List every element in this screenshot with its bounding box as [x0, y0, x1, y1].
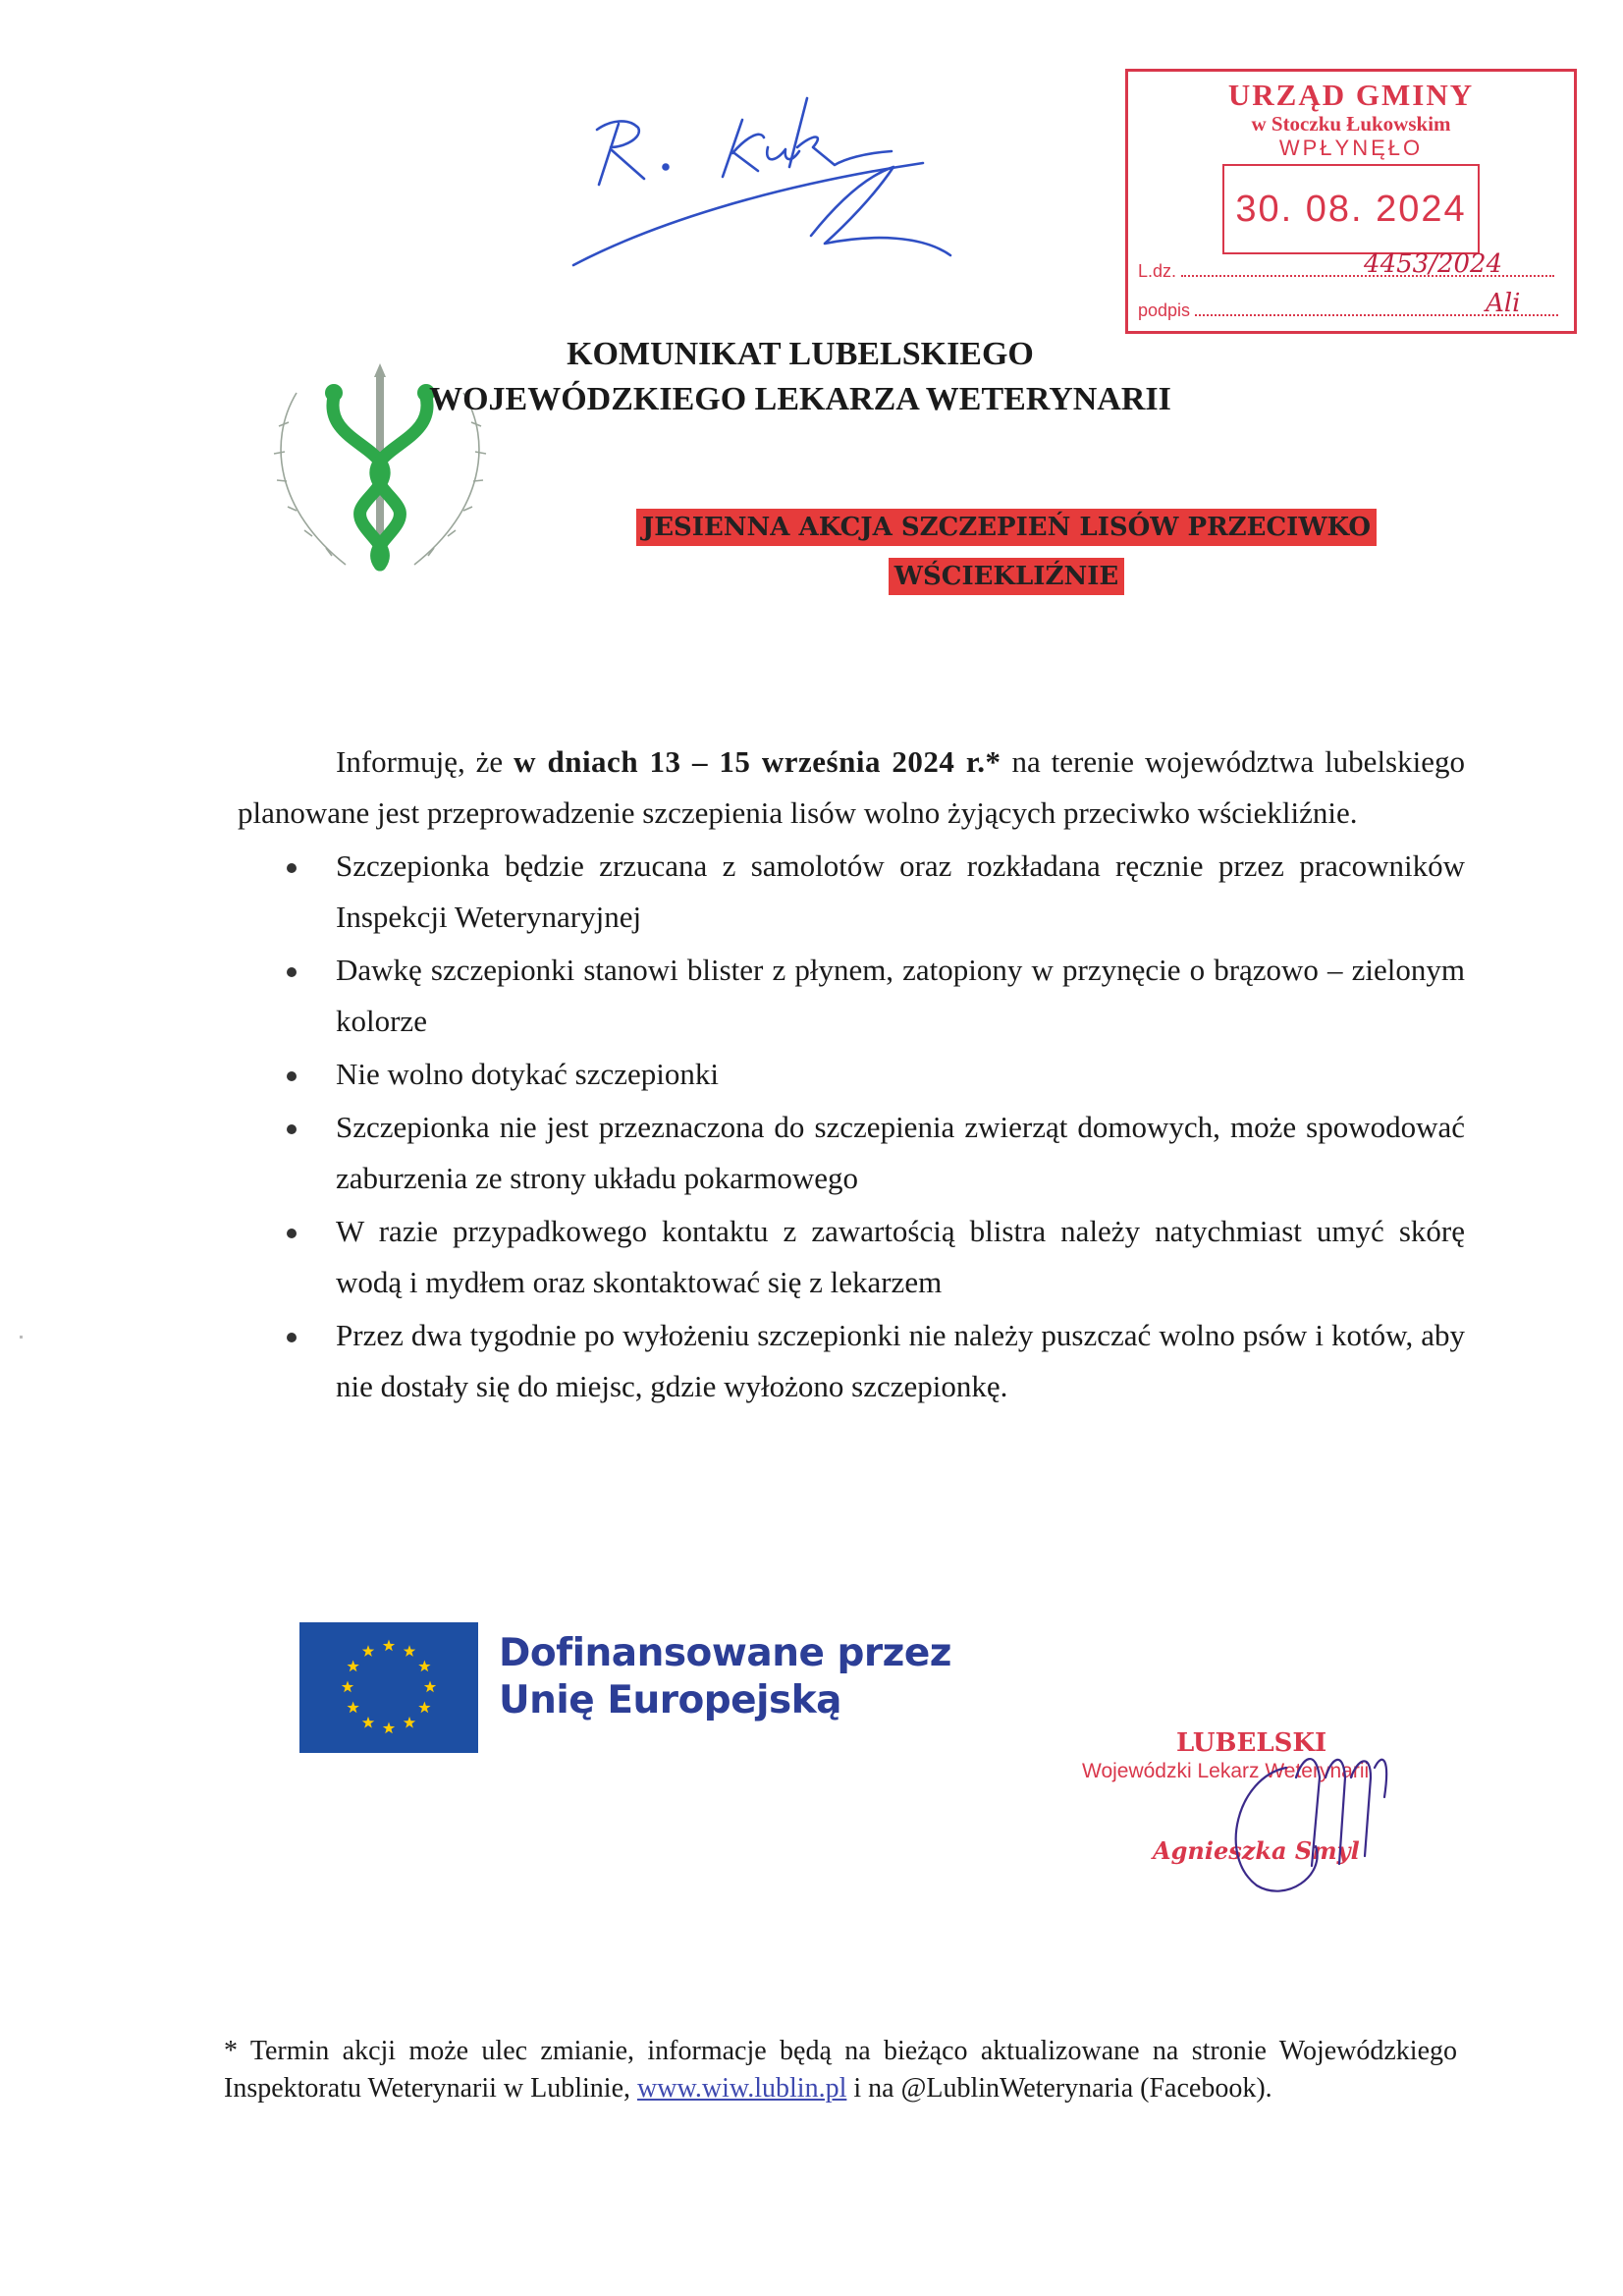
eu-flag-icon [299, 1622, 478, 1753]
registry-stamp [1125, 69, 1577, 334]
eu-funding-line-2: Unię Europejską [499, 1678, 841, 1722]
footnote-text-end: i na @LublinWeterynaria (Facebook). [846, 2073, 1272, 2104]
stamp-date: 30. 08. 2024 [1235, 189, 1467, 230]
eu-funding-line-1: Dofinansowane przez [499, 1631, 951, 1675]
stamp-podpis-label: podpis [1138, 301, 1191, 320]
stamp-ldz-value: 4453/2024 [1364, 249, 1503, 279]
list-item: Nie wolno dotykać szczepionki [238, 1049, 1465, 1100]
instructions-list [238, 841, 1465, 1412]
campaign-banner [543, 503, 1470, 609]
wiw-lublin-link[interactable]: www.wiw.lublin.pl [637, 2073, 847, 2104]
banner-line-2: WŚCIEKLIŹNIE [891, 560, 1122, 593]
stamp-date-box [1222, 164, 1480, 254]
stamp-ldz-label: L.dz. [1138, 261, 1177, 281]
stamp-podpis-row [1138, 289, 1558, 321]
stamp-title: URZĄD GMINY [1227, 78, 1475, 112]
list-item: Szczepionka będzie zrzucana z samolotów oraz rozkładana ręcznie przez pracowników Inspekcji Weterynaryjnej [238, 841, 1465, 943]
list-item: Szczepionka nie jest przeznaczona do szczepienia zwierząt domowych, może spowodować zaburzenia ze strony układu pokarmowego [238, 1102, 1465, 1204]
intro-text-end: na terenie województwa lubelskiego planowane jest przeprowadzenie szczepienia lisów wolno żyjących przeciwko wściekliźnie. [238, 744, 1465, 830]
list-item: W razie przypadkowego kontaktu z zawartością blistra należy natychmiast umyć skórę wodą i mydłem oraz skontaktować się z lekarzem [238, 1206, 1465, 1308]
intro-paragraph [238, 737, 1465, 839]
seal-line-1: LUBELSKI [1176, 1728, 1327, 1758]
footnote-text-start: * Termin akcji może ulec zmianie, informacje będą na bieżąco aktualizowane na stronie Wojewódzkiego Inspektoratu Weterynarii w Lublinie, [224, 2036, 1457, 2104]
stamp-subtitle: w Stoczku Łukowskim [1251, 112, 1451, 136]
stamp-podpis-value: Ali [1486, 289, 1521, 318]
list-item: Dawkę szczepionki stanowi blister z płynem, zatopiony w przynęcie o brązowo – zielonym kolorze [238, 945, 1465, 1047]
announcement-body [238, 737, 1465, 1412]
footnote [224, 2033, 1457, 2107]
handwritten-signature-seal [1217, 1738, 1404, 1905]
handwritten-signature-top [550, 69, 982, 275]
banner-line-1: JESIENNA AKCJA SZCZEPIEŃ LISÓW PRZECIWKO [638, 511, 1375, 544]
title-line-2: WOJEWÓDZKIEGO LEKARZA WETERYNARII [429, 381, 1171, 417]
eu-funding-text [499, 1630, 990, 1724]
seal-line-3: Agnieszka Smyl [1153, 1836, 1360, 1865]
stamp-received: WPŁYNĘŁO [1278, 136, 1424, 160]
stamp-ldz-row [1138, 249, 1554, 282]
list-item: Przez dwa tygodnie po wyłożeniu szczepionki nie należy puszczać wolno psów i kotów, aby nie dostały się do miejsc, gdzie wyłożono szczepionkę. [238, 1310, 1465, 1412]
scan-speck [20, 1336, 23, 1339]
intro-dates: w dniach 13 – 15 września 2024 r.* [514, 744, 1001, 779]
title-line-1: KOMUNIKAT LUBELSKIEGO [567, 336, 1034, 372]
communique-title [412, 332, 1188, 422]
seal-line-2: Wojewódzki Lekarz Weterynarii [1082, 1760, 1370, 1782]
intro-text-start: Informuję, że [336, 744, 514, 779]
